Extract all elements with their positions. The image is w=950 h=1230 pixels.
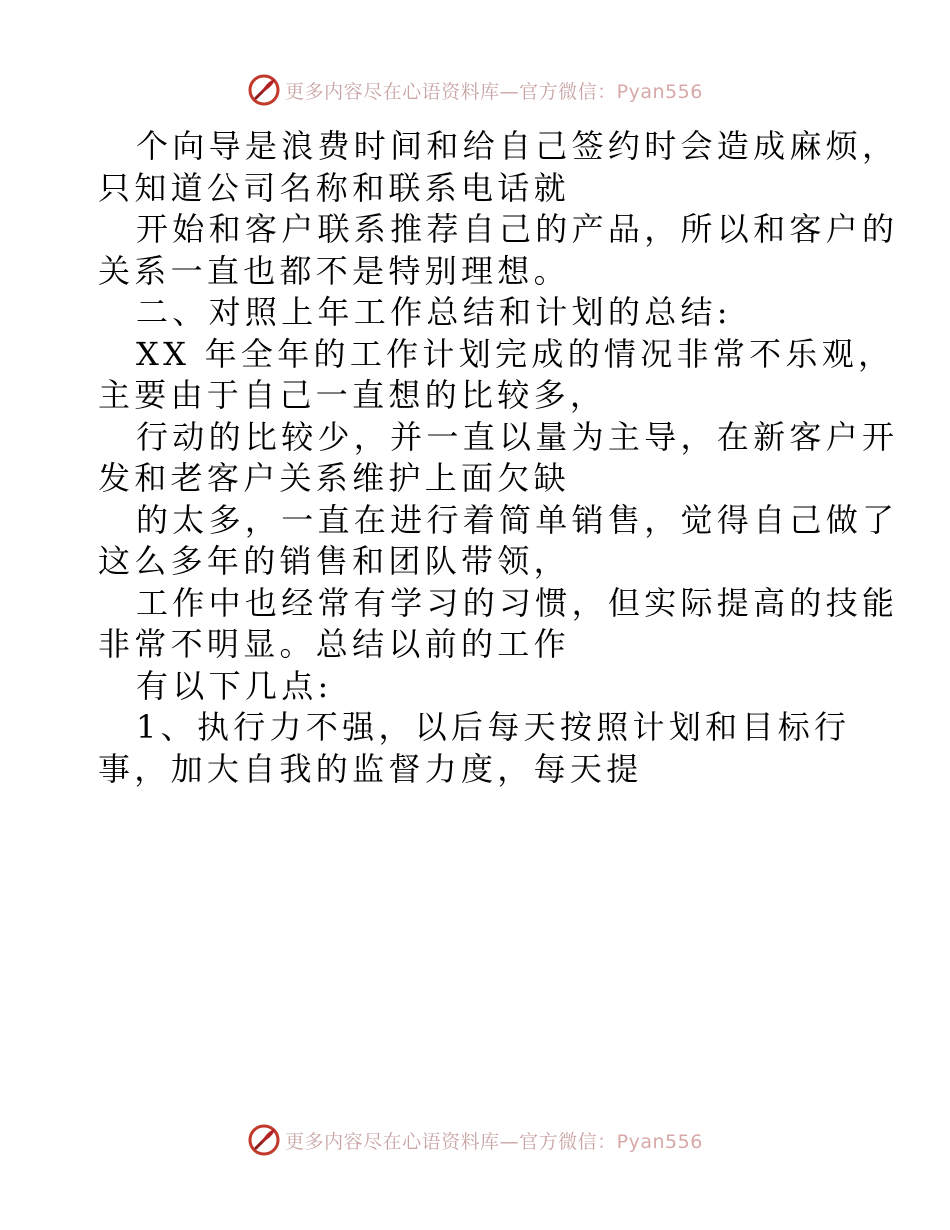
text-line: 事，加大自我的监督力度，每天提 (98, 749, 643, 788)
text-line: 开始和客户联系推荐自己的产品，所以和客户的 (136, 210, 899, 248)
text-line: 发和老客户关系维护上面欠缺 (98, 459, 570, 497)
document-body (98, 126, 899, 790)
footer-banner-text: 更多内容尽在心语资料库—官方微信：Pyan556 (285, 1130, 703, 1153)
text-line: 只知道公司名称和联系电话就 (98, 168, 570, 207)
header-wechat-account: Pyan556 (616, 80, 703, 103)
text-line: 个向导是浪费时间和给自己签约时会造成麻烦， (136, 127, 899, 165)
text-line: 行动的比较少，并一直以量为主导，在新客户开 (136, 417, 899, 456)
section-heading: 二、对照上年工作总结和计划的总结: (136, 293, 732, 331)
header-banner (0, 70, 950, 110)
text-line: 非常不明显。总结以前的工作 (98, 625, 570, 663)
header-banner-text: 更多内容尽在心语资料库—官方微信：Pyan556 (285, 80, 703, 103)
text-line: 有以下几点: (136, 666, 333, 705)
text-line: 工作中也经常有学习的习惯，但实际提高的技能 (136, 583, 899, 622)
text-line: 关系一直也都不是特别理想。 (98, 251, 570, 290)
footer-wechat-account: Pyan556 (616, 1130, 703, 1153)
text-line: 这么多年的销售和团队带领， (98, 542, 570, 580)
text-line: XX 年全年的工作计划完成的情况非常不乐观， (136, 334, 895, 373)
text-line: 的太多，一直在进行着简单销售，觉得自己做了 (136, 500, 899, 539)
list-item: 1、执行力不强，以后每天按照计划和目标行 (136, 708, 851, 746)
footer-banner (0, 1120, 950, 1160)
feather-circle-logo-icon (247, 1123, 281, 1157)
feather-circle-logo-icon (247, 73, 281, 107)
text-line: 主要由于自己一直想的比较多， (98, 376, 607, 414)
